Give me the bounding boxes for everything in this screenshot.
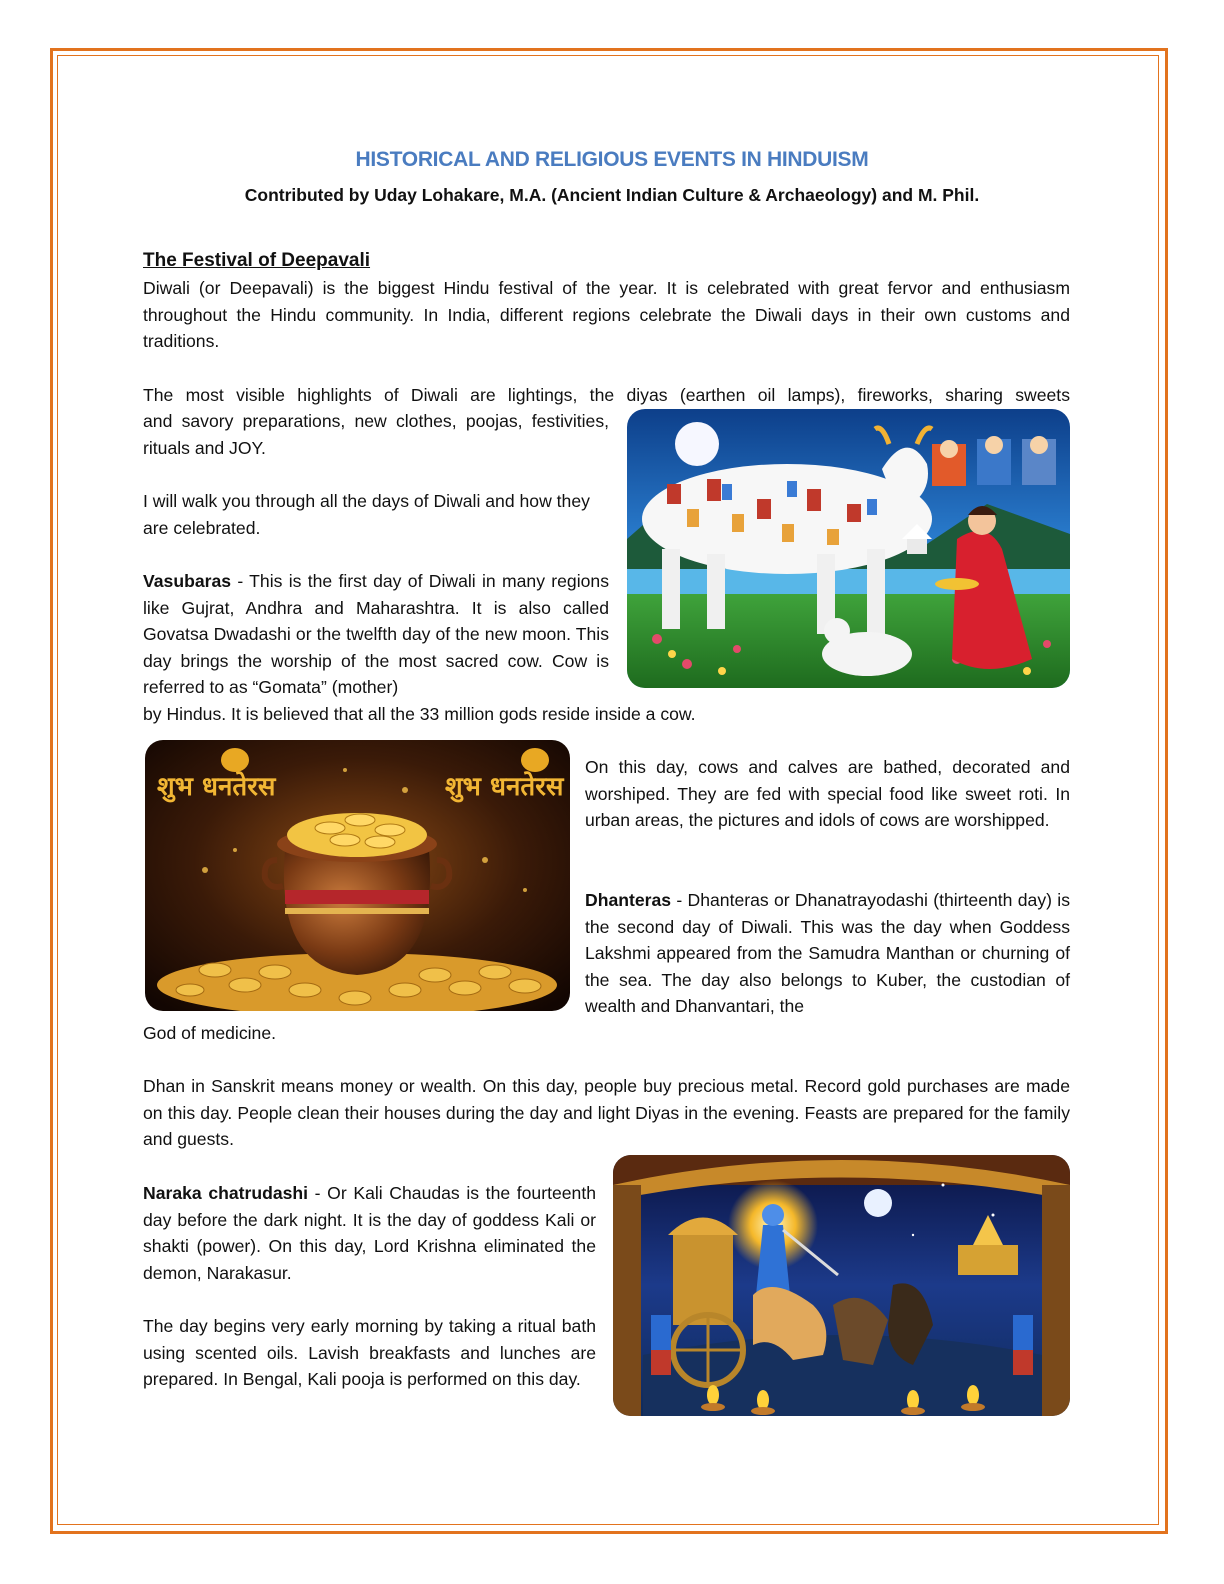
cow-worship-image [627,409,1070,688]
section-heading: The Festival of Deepavali [143,250,371,271]
cows-paragraph: On this day, cows and calves are bathed, decorated and worshiped. They are fed with special food like sweet roti. In urban areas, the pictures and idols of cows are worshipped. [585,757,1070,831]
dhanteras-text: - Dhanteras or Dhanatrayodashi (thirteenth day) is the second day of Diwali. This was the day when Goddess Lakshmi appeared from the Samudra Manthan or churning of the sea. The day also belongs to Kuber, the custodian of wealth and Dhanvantari, the [585,890,1070,1017]
dhanteras-caption-right: शुभ धनतेरस [445,772,564,802]
highlights-paragraph: and savory preparations, new clothes, poojas, festivities, rituals and JOY. [143,411,609,458]
dhanteras-gold-pot-image [145,740,570,1011]
dhan-paragraph: Dhan in Sanskrit means money or wealth. On this day, people buy precious metal. Record gold purchases are made on this day. People clean their houses during the day and light Diyas in the evening. Feasts are prepared for the family and guests. [143,1076,1070,1150]
dhanteras-term: Dhanteras [585,890,672,910]
naraka-text: - Or Kali Chaudas is the fourteenth day before the dark night. It is the day of goddess Kali or shakti (power). On this day, Lord Krishna eliminated the demon, Narakasur. [143,1183,596,1283]
naraka-paragraph [143,1180,596,1286]
naraka-term: Naraka chatrudashi [143,1183,309,1203]
page-subtitle: Contributed by Uday Lohakare, M.A. (Ancient Indian Culture & Archaeology) and M. Phil. [244,185,980,205]
vasubaras-term: Vasubaras [143,571,232,591]
dhanteras-paragraph [585,887,1070,1020]
walk-paragraph: I will walk you through all the days of Diwali and how they are celebrated. [143,491,590,538]
vasubaras-text: - This is the first day of Diwali in many regions like Gujrat, Andhra and Maharashtra. It is also called Govatsa Dwadashi or the twelfth day of the new moon. This day brings the worship of the most sacred cow. Cow is referred to as “Gomata” (mother) [143,571,609,698]
bath-paragraph: The day begins very early morning by taking a ritual bath using scented oils. Lavish breakfasts and lunches are prepared. In Bengal, Kali pooja is performed on this day. [143,1316,596,1390]
intro-paragraph: Diwali (or Deepavali) is the biggest Hindu festival of the year. It is celebrated with great fervor and enthusiasm throughout the Hindu community. In India, different regions celebrate the Diwali days in their own customs and traditions. [143,278,1070,352]
dhanteras-last-line: God of medicine. [143,1023,277,1043]
vasubaras-last-line: by Hindus. It is believed that all the 33 million gods reside inside a cow. [143,704,696,724]
highlights-line: The most visible highlights of Diwali are lightings, the diyas (earthen oil lamps), fireworks, sharing sweets [143,385,1070,405]
dhanteras-caption-left: शुभ धनतेरस [157,772,276,802]
vasubaras-paragraph [143,568,609,701]
krishna-narakasur-image [613,1155,1070,1416]
page-title: HISTORICAL AND RELIGIOUS EVENTS IN HINDUISM [355,148,869,171]
